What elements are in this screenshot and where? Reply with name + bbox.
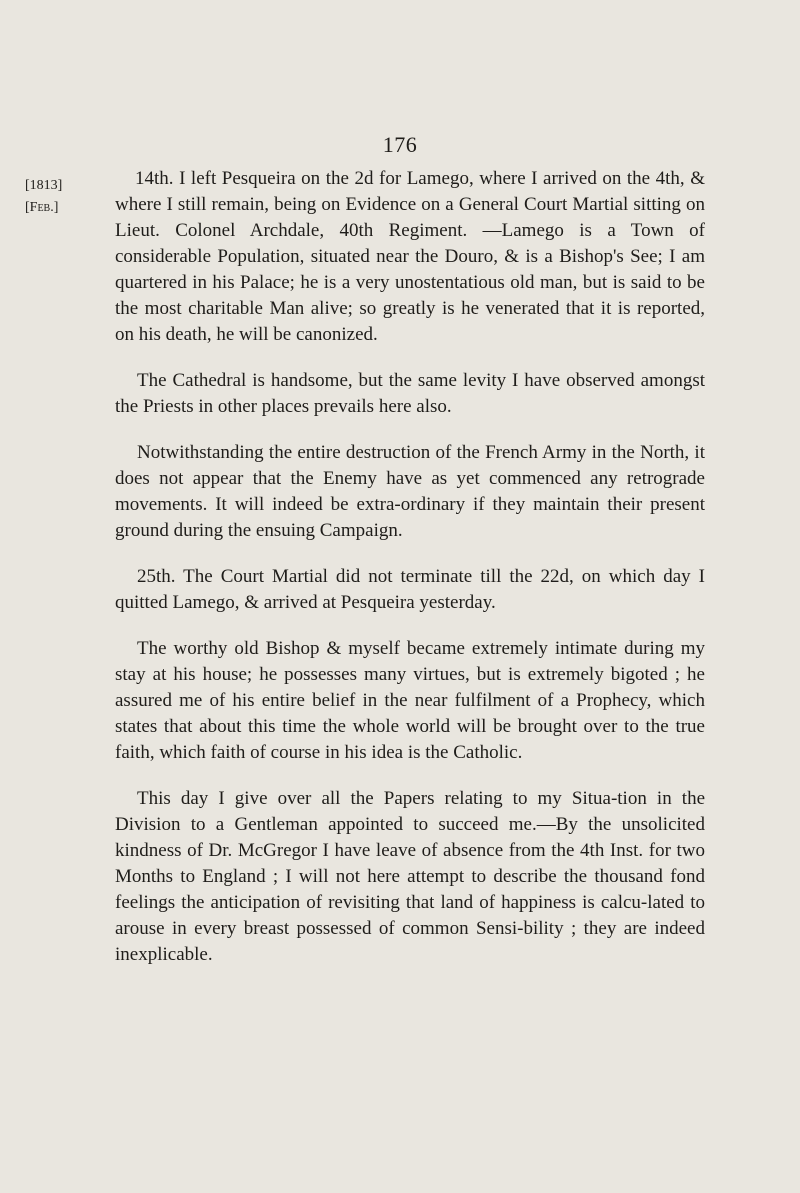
margin-year: [1813]: [25, 178, 63, 193]
paragraph-cathedral: The Cathedral is handsome, but the same levity I have observed amongst the Priests in other places prevails here also.: [115, 370, 705, 417]
paragraph-14th: 14th. I left Pesqueira on the 2d for Lamego, where I arrived on the 4th, & where I still remain, being on Evidence on a General Court Martial sitting on Lieut. Colonel Archdale, 40th Regiment. —Lamego is a Town of considerable Population, situated near the Douro, & is a Bishop's See; I am quartered in his Palace; he is a very unostentatious old man, but is said to be the most charitable Man alive; so greatly is he venerated that it is reported, on his death, he will be canonized.: [115, 168, 705, 345]
page-number: 176: [382, 132, 418, 157]
margin-month: [Feb.]: [25, 200, 59, 215]
paragraph-french-army: Notwithstanding the entire destruction of the French Army in the North, it does not appear that the Enemy have as yet commenced any retrograde movements. It will indeed be extra-ordinary if they maintain their present ground during the ensuing Campaign.: [115, 442, 705, 541]
paragraph-papers: This day I give over all the Papers relating to my Situa-tion in the Division to a Gentleman appointed to succeed me.—By the unsolicited kindness of Dr. McGregor I have leave of absence from the 4th Inst. for two Months to England ; I will not here attempt to describe the thousand fond feelings the anticipation of revisiting that land of happiness is calcu-lated to arouse in every breast possessed of common Sensi-bility ; they are indeed inexplicable.: [115, 788, 705, 965]
body-text: [115, 166, 705, 988]
paragraph-25th: 25th. The Court Martial did not terminate till the 22d, on which day I quitted Lamego, & arrived at Pesqueira yesterday.: [115, 566, 705, 613]
paragraph-bishop: The worthy old Bishop & myself became extremely intimate during my stay at his house; he possesses many virtues, but is extremely bigoted ; he assured me of his entire belief in the near fulfilment of a Prophecy, which states that about this time the whole world will be brought over to the true faith, which faith of course in his idea is the Catholic.: [115, 638, 705, 763]
